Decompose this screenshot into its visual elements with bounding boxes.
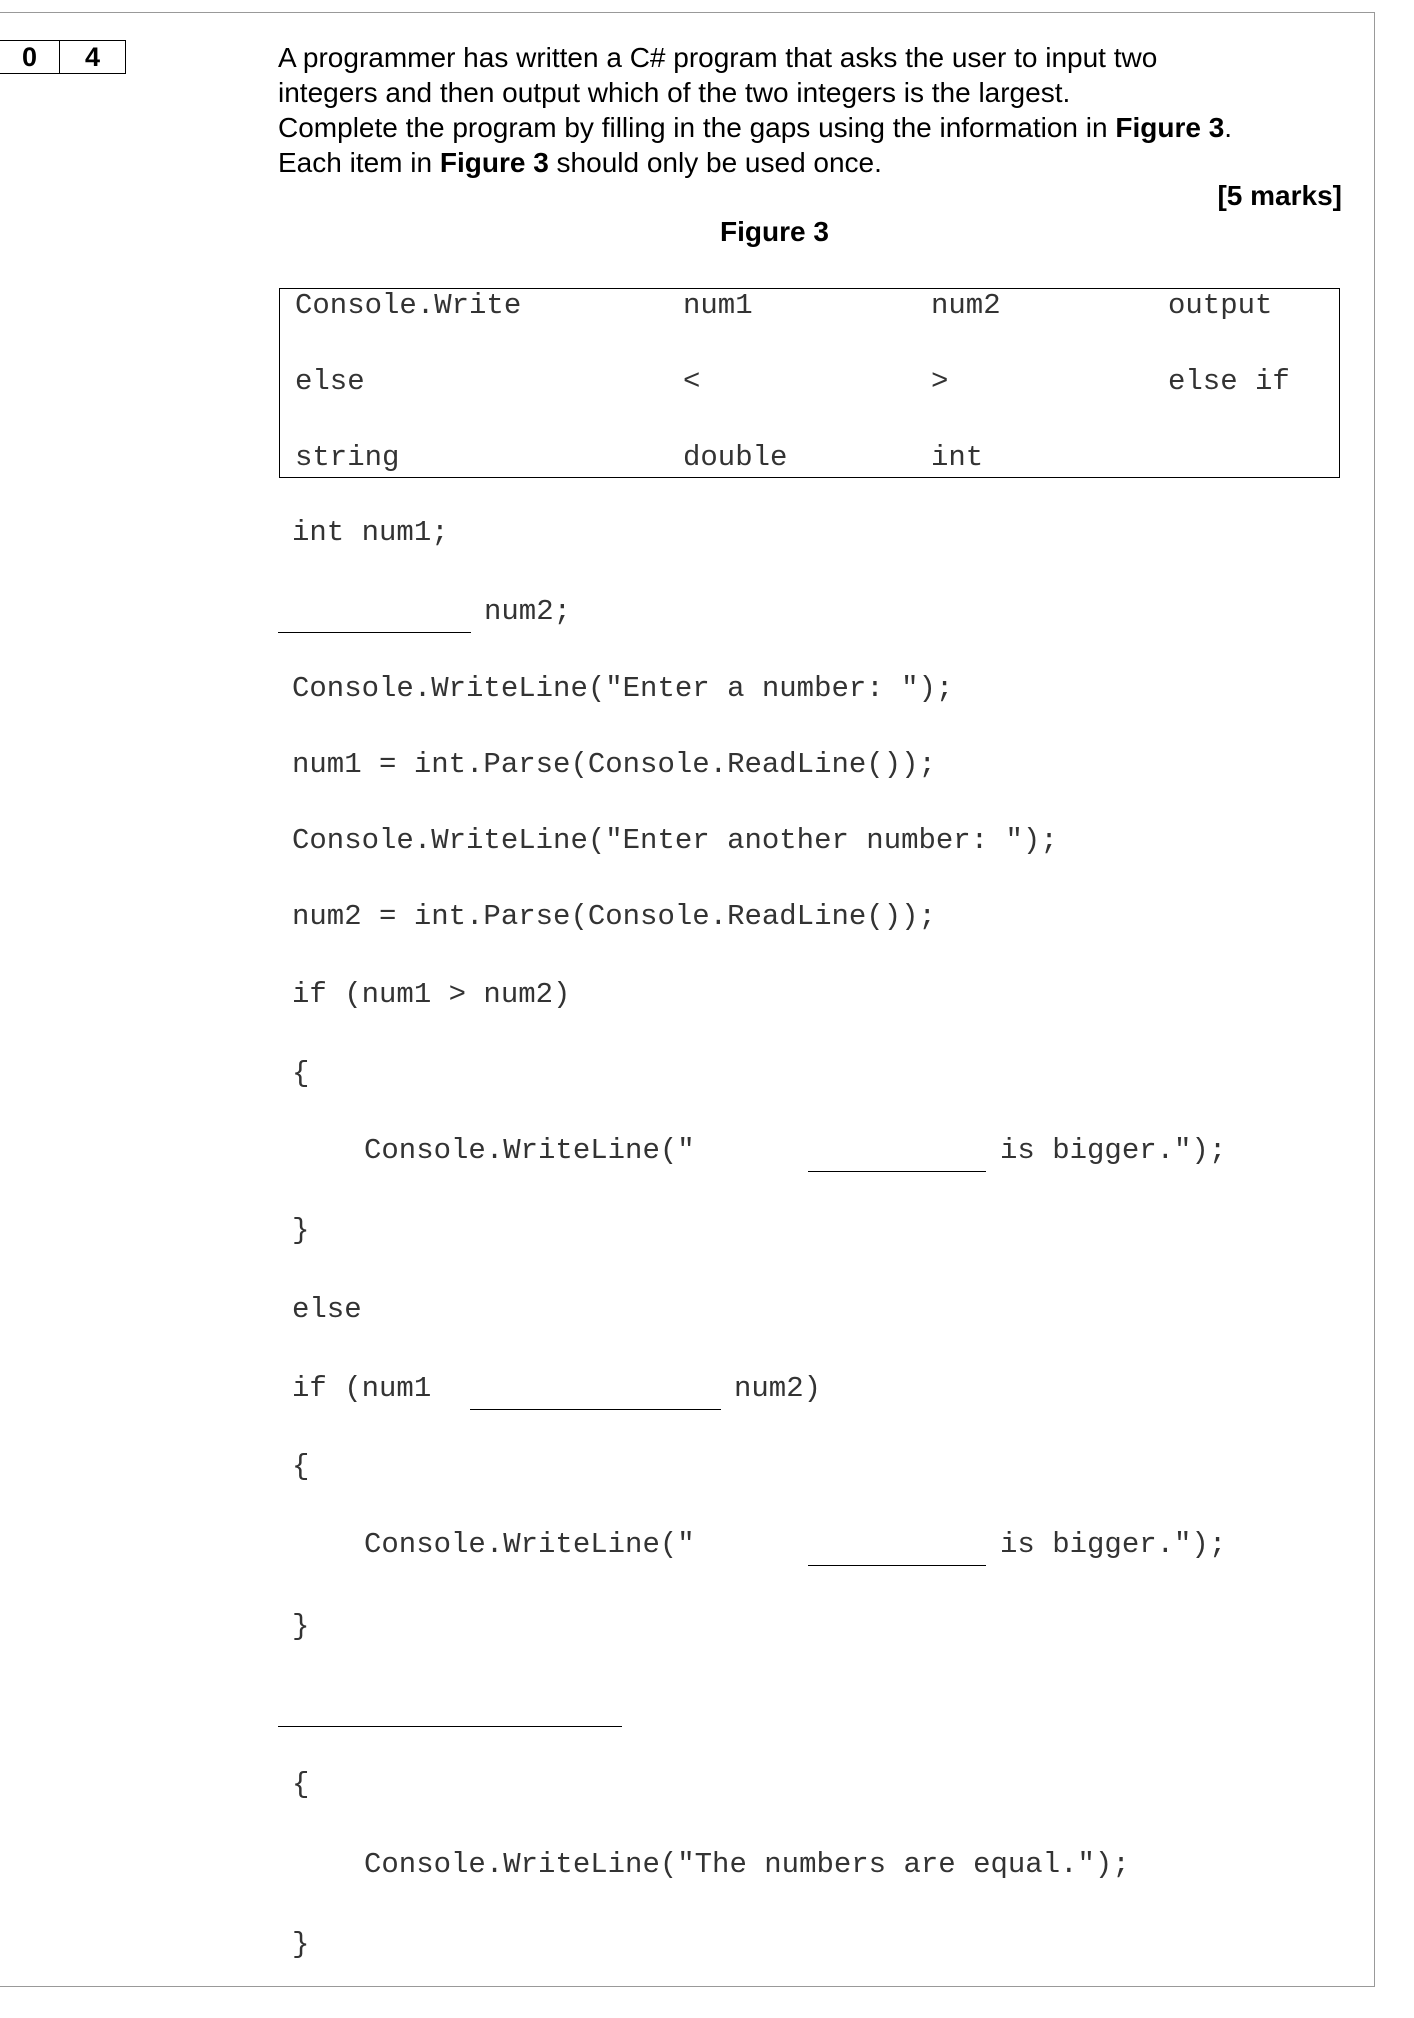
code-else: else xyxy=(292,1293,362,1326)
code-write-2-suffix: is bigger."); xyxy=(1000,1528,1227,1561)
question-text xyxy=(278,40,1358,180)
intro-line-1: A programmer has written a C# program that asks the user to input two xyxy=(278,42,1158,73)
gap-5 xyxy=(278,1726,622,1727)
code-line-1: int num1; xyxy=(292,516,449,549)
question-number-digit-1: 0 xyxy=(0,40,60,74)
question-number xyxy=(0,40,126,74)
figure-item: Console.Write xyxy=(295,289,522,322)
figure-item: num2 xyxy=(931,289,1001,322)
code-line-5: Console.WriteLine("Enter another number: "); xyxy=(292,824,1058,857)
question-number-digit-2: 4 xyxy=(60,40,126,74)
close-brace: } xyxy=(292,1928,310,1961)
instruction-2: Each item in Figure 3 should only be used once. xyxy=(278,147,882,178)
gap-3 xyxy=(470,1409,721,1410)
figure-title: Figure 3 xyxy=(720,216,829,247)
code-line-7: if (num1 > num2) xyxy=(292,978,571,1011)
figure-item: > xyxy=(931,365,949,398)
figure-3-box xyxy=(279,288,1340,478)
figure-item: double xyxy=(683,441,788,474)
intro-line-2: integers and then output which of the two integers is the largest. xyxy=(278,77,1071,108)
code-if-2-suffix: num2) xyxy=(734,1372,822,1405)
code-write-2: Console.WriteLine(" xyxy=(364,1528,695,1561)
gap-2 xyxy=(808,1171,986,1172)
figure-item: string xyxy=(295,441,400,474)
figure-item: int xyxy=(931,441,984,474)
close-brace: } xyxy=(292,1610,310,1643)
figure-item: else if xyxy=(1168,365,1290,398)
open-brace: { xyxy=(292,1450,310,1483)
code-line-2: num2; xyxy=(484,595,572,628)
code-if-2: if (num1 xyxy=(292,1372,432,1405)
open-brace: { xyxy=(292,1768,310,1801)
code-line-4: num1 = int.Parse(Console.ReadLine()); xyxy=(292,748,936,781)
code-equal-line: Console.WriteLine("The numbers are equal."); xyxy=(364,1848,1130,1881)
code-line-6: num2 = int.Parse(Console.ReadLine()); xyxy=(292,900,936,933)
close-brace: } xyxy=(292,1214,310,1247)
marks-label: [5 marks] xyxy=(1217,180,1342,211)
gap-4 xyxy=(808,1565,986,1566)
figure-item: else xyxy=(295,365,365,398)
figure-item: output xyxy=(1168,289,1273,322)
figure-item: num1 xyxy=(683,289,753,322)
instruction-1: Complete the program by filling in the gaps using the information in Figure 3. xyxy=(278,112,1233,143)
code-write-1: Console.WriteLine(" xyxy=(364,1134,695,1167)
code-write-1-suffix: is bigger."); xyxy=(1000,1134,1227,1167)
figure-item: < xyxy=(683,365,701,398)
code-line-3: Console.WriteLine("Enter a number: "); xyxy=(292,672,954,705)
open-brace: { xyxy=(292,1057,310,1090)
gap-1 xyxy=(278,632,471,633)
